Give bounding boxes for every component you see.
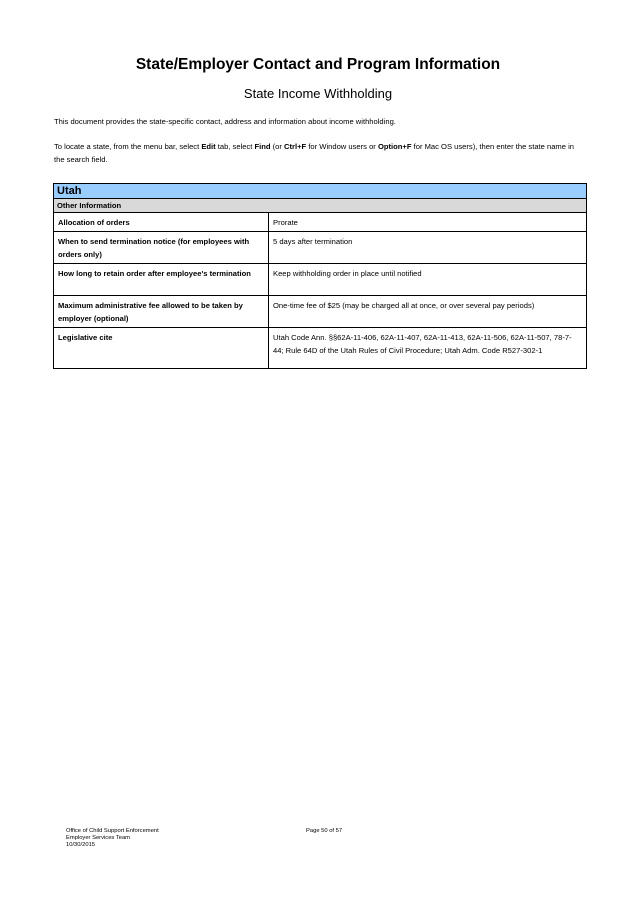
section-header: Other Information (54, 199, 587, 213)
instructions-text: To locate a state, from the menu bar, select (54, 142, 202, 151)
instructions-text: tab, select (215, 142, 255, 151)
search-instructions (54, 141, 584, 166)
row-label: How long to retain order after employee's termination (54, 264, 269, 296)
option-f-shortcut: Option+F (377, 142, 412, 151)
page-number: Page 50 of 57 (306, 828, 343, 834)
instructions-text: for Mac OS users), then enter the state name in the search field. (54, 142, 574, 164)
row-label: Legislative cite (54, 328, 269, 369)
instructions-text: for Window users or (306, 142, 378, 151)
find-keyword: Find (254, 142, 271, 151)
state-header: Utah (54, 184, 587, 199)
row-label: When to send termination notice (for employees with orders only) (54, 232, 269, 264)
ctrl-f-shortcut: Ctrl+F (284, 142, 307, 151)
intro-paragraph: This document provides the state-specific contact, address and information about income withholding. (54, 117, 396, 126)
edit-keyword: Edit (201, 142, 216, 151)
footer-team: Employer Services Team (66, 835, 131, 842)
table-row (54, 328, 587, 369)
footer-date: 10/30/2015 (66, 842, 96, 849)
footer-org-block (66, 828, 159, 850)
table-row (54, 264, 587, 296)
footer-office: Office of Child Support Enforcement (66, 828, 159, 834)
row-value: 5 days after termination (269, 232, 587, 264)
page-title: State/Employer Contact and Program Information (135, 56, 501, 73)
row-value: Prorate (269, 213, 587, 232)
page-subtitle: State Income Withholding (243, 86, 393, 101)
row-value: Utah Code Ann. §§62A-11-406, 62A-11-407, 62A-11-413, 62A-11-506, 62A-11-507, 78-7-44; Rule 64D of the Utah Rules of Civil Procedure; Utah Adm. Code R527-302-1 (269, 328, 587, 369)
row-value: Keep withholding order in place until notified (269, 264, 587, 296)
row-label: Maximum administrative fee allowed to be taken by employer (optional) (54, 296, 269, 328)
table-row (54, 232, 587, 264)
table-row (54, 213, 587, 232)
table-row (54, 296, 587, 328)
instructions-text: (or (270, 142, 285, 151)
row-label: Allocation of orders (54, 213, 269, 232)
row-value: One-time fee of $25 (may be charged all at once, or over several pay periods) (269, 296, 587, 328)
state-info-table (53, 183, 587, 369)
